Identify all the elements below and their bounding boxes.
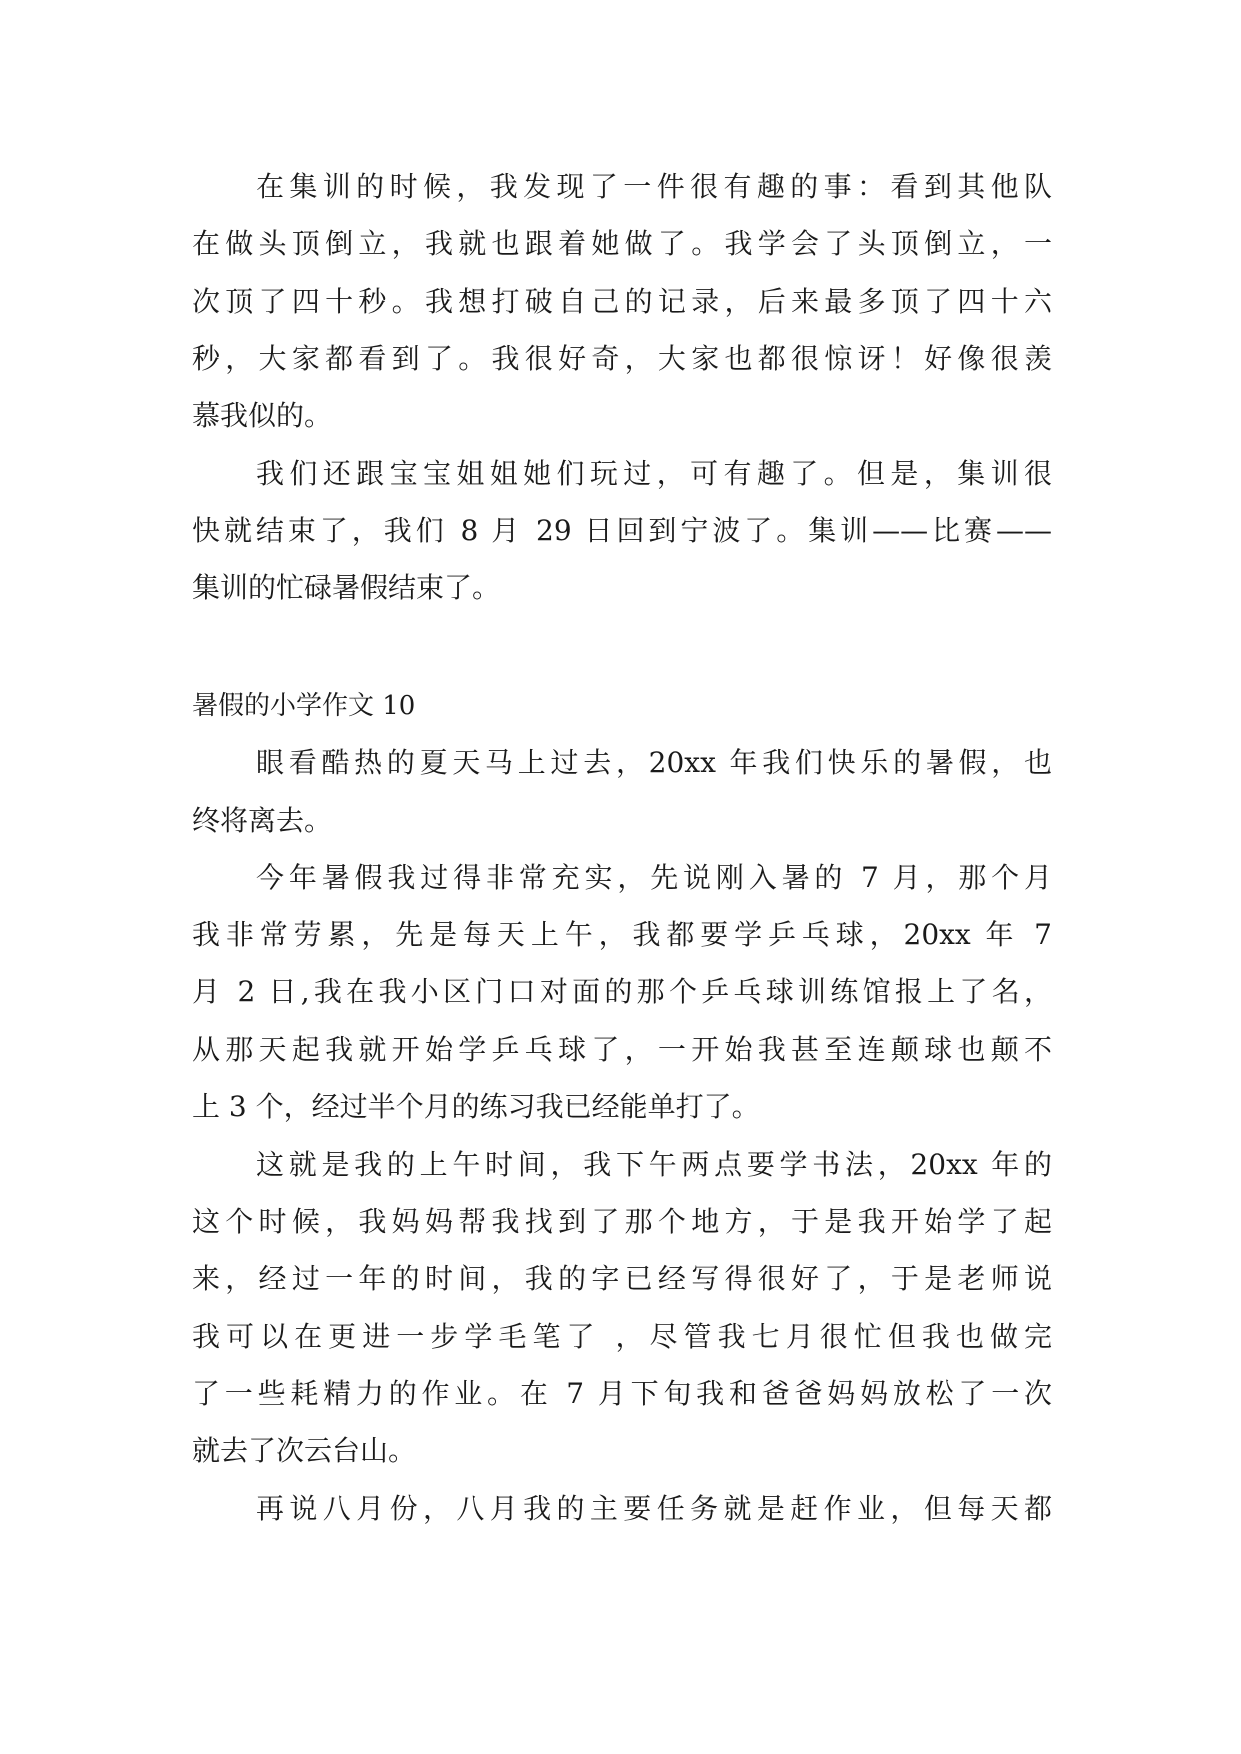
paragraph-line: 了一些耗精力的作业。在 7 月下旬我和爸爸妈妈放松了一次 (192, 1377, 1052, 1410)
paragraph-line: 今年暑假我过得非常充实，先说刚入暑的 7 月，那个月 (256, 861, 1052, 894)
paragraph-line: 集训的忙碌暑假结束了。 (192, 571, 501, 604)
paragraph-line: 终将离去。 (192, 804, 333, 837)
paragraph-line: 再说八月份，八月我的主要任务就是赶作业，但每天都 (256, 1492, 1052, 1525)
paragraph-line: 在集训的时候，我发现了一件很有趣的事：看到其他队 (256, 170, 1052, 203)
paragraph-line: 这就是我的上午时间，我下午两点要学书法，20xx 年的 (256, 1148, 1052, 1181)
paragraph-line: 这个时候，我妈妈帮我找到了那个地方，于是我开始学了起 (192, 1205, 1052, 1238)
paragraph-line: 就去了次云台山。 (192, 1434, 417, 1467)
paragraph-line: 在做头顶倒立，我就也跟着她做了。我学会了头顶倒立，一 (192, 227, 1052, 260)
paragraph-line: 次顶了四十秒。我想打破自己的记录，后来最多顶了四十六 (192, 285, 1052, 318)
paragraph-line: 慕我似的。 (192, 399, 333, 432)
paragraph-line: 我可以在更进一步学毛笔了 ，尽管我七月很忙但我也做完 (192, 1320, 1052, 1353)
paragraph-line: 眼看酷热的夏天马上过去，20xx 年我们快乐的暑假，也 (256, 746, 1052, 779)
paragraph-line: 我们还跟宝宝姐姐她们玩过，可有趣了。但是，集训很 (256, 457, 1052, 490)
paragraph-line: 上 3 个，经过半个月的练习我已经能单打了。 (192, 1090, 760, 1123)
paragraph-line: 月 2 日,我在我小区门口对面的那个乒乓球训练馆报上了名， (192, 975, 1052, 1008)
section-heading: 暑假的小学作文 10 (192, 691, 416, 721)
paragraph-line: 从那天起我就开始学乒乓球了，一开始我甚至连颠球也颠不 (192, 1033, 1052, 1066)
paragraph-line: 秒，大家都看到了。我很好奇，大家也都很惊讶！好像很羡 (192, 342, 1052, 375)
paragraph-line: 快就结束了，我们 8 月 29 日回到宁波了。集训——比赛—— (192, 514, 1052, 547)
paragraph-line: 来，经过一年的时间，我的字已经写得很好了，于是老师说 (192, 1262, 1052, 1295)
paragraph-line: 我非常劳累，先是每天上午，我都要学乒乓球，20xx 年 7 (192, 918, 1052, 951)
